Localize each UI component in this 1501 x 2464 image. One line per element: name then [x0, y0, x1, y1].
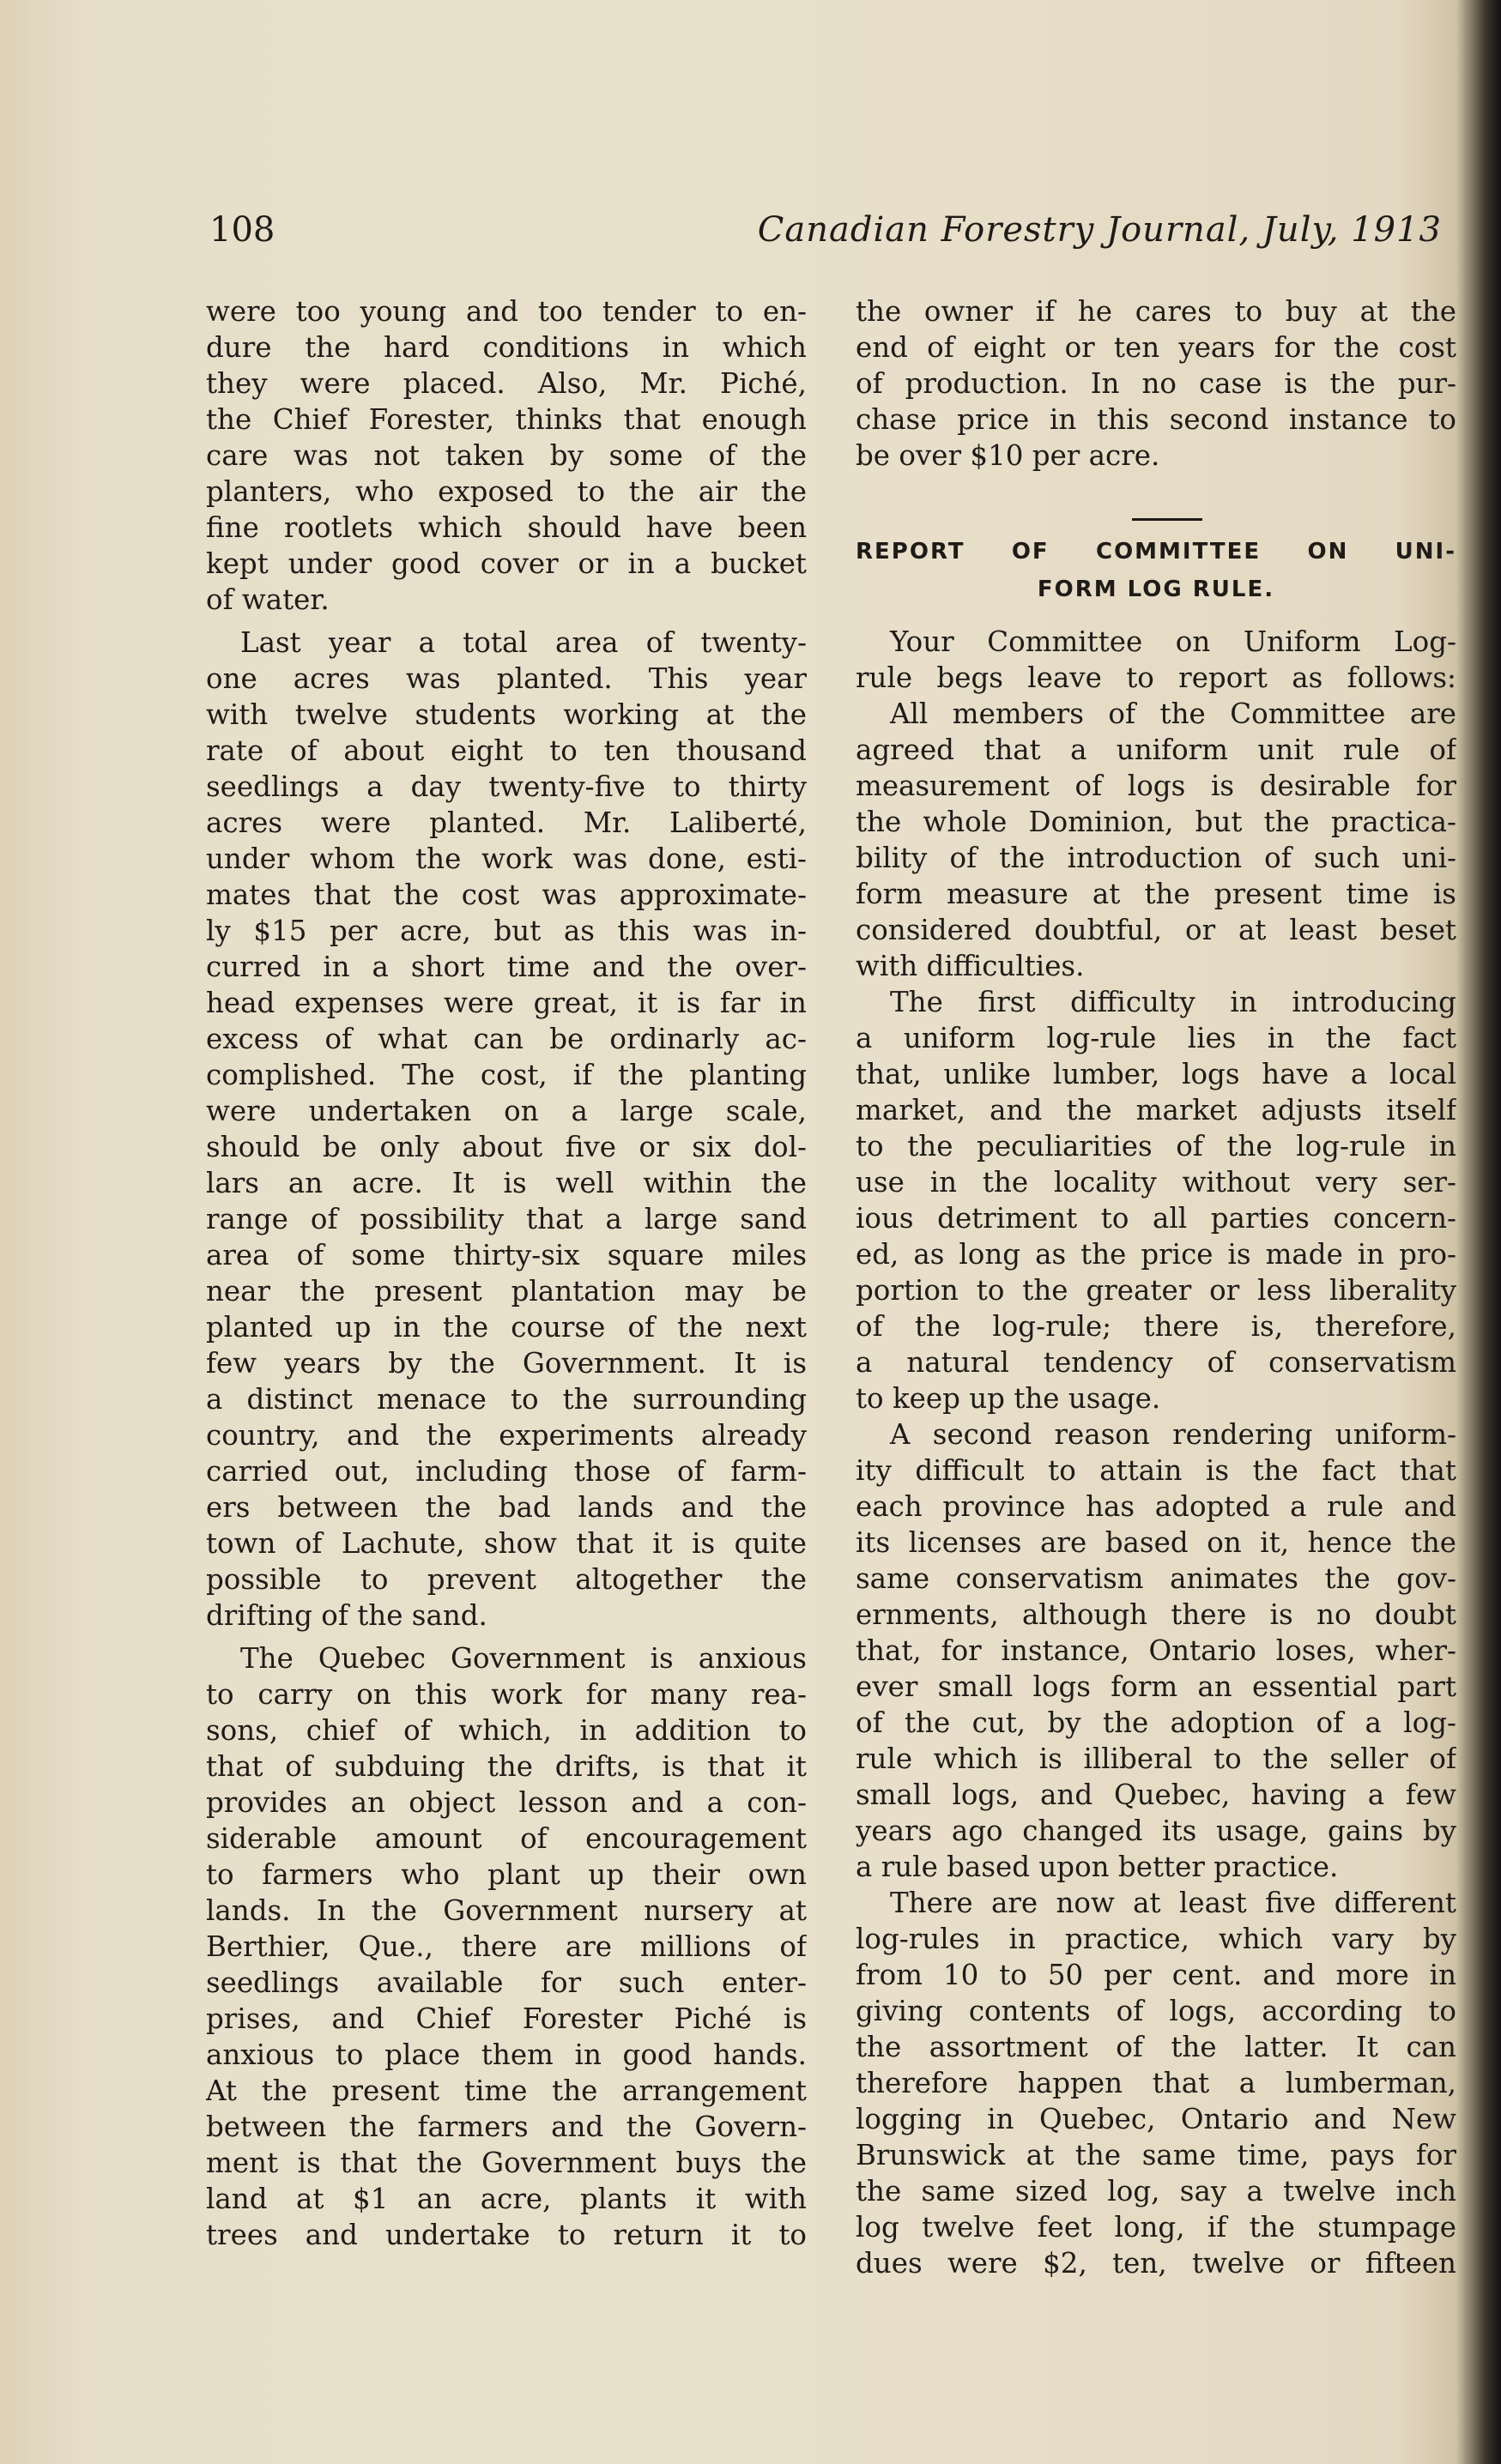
text-line: country, and the experiments already: [206, 1419, 807, 1452]
text-line: the assortment of the latter. It can: [856, 2031, 1456, 2063]
text-line: ious detriment to all parties concern-: [856, 1202, 1456, 1235]
paragraph: [856, 1885, 1456, 2281]
text-line: few years by the Government. It is: [206, 1347, 807, 1380]
text-line: ernments, although there is no doubt: [856, 1598, 1456, 1631]
text-line: the same sized log, say a twelve inch: [856, 2175, 1456, 2207]
text-line: should be only about five or six dol-: [206, 1131, 807, 1163]
text-line: Brunswick at the same time, pays for: [856, 2139, 1456, 2171]
text-line: one acres was planted. This year: [206, 662, 807, 695]
text-line: agreed that a uniform unit rule of: [856, 734, 1456, 766]
text-line: seedlings available for such enter-: [206, 1966, 807, 1999]
text-line: were undertaken on a large scale,: [206, 1095, 807, 1127]
paragraph: [856, 624, 1456, 696]
text-line: ers between the bad lands and the: [206, 1491, 807, 1524]
text-line: ever small logs form an essential part: [856, 1670, 1456, 1703]
text-line: were too young and too tender to en-: [206, 295, 807, 328]
text-line: planters, who exposed to the air the: [206, 475, 807, 508]
text-line: of water.: [206, 583, 330, 616]
text-line: log twelve feet long, if the stumpage: [856, 2211, 1456, 2244]
text-line: lands. In the Government nursery at: [206, 1894, 807, 1927]
text-line: to farmers who plant up their own: [206, 1858, 807, 1891]
text-line: small logs, and Quebec, having a few: [856, 1779, 1456, 1811]
text-line: to the peculiarities of the log-rule in: [856, 1130, 1456, 1163]
text-line: a rule based upon better practice.: [856, 1851, 1339, 1883]
paragraph: [856, 696, 1456, 984]
text-line: The first difficulty in introducing: [890, 986, 1456, 1018]
text-line: the owner if he cares to buy at the: [856, 295, 1456, 328]
text-line: considered doubtful, or at least beset: [856, 914, 1456, 946]
text-line: a natural tendency of conservatism: [856, 1346, 1456, 1379]
text-line: end of eight or ten years for the cost: [856, 331, 1456, 364]
section-divider: [1132, 518, 1202, 521]
text-line: form measure at the present time is: [856, 878, 1456, 910]
text-line: head expenses were great, it is far in: [206, 987, 807, 1019]
text-line: acres were planted. Mr. Laliberté,: [206, 806, 807, 839]
section-heading: [856, 533, 1456, 608]
text-line: be over $10 per acre.: [856, 439, 1160, 472]
text-line: kept under good cover or in a bucket: [206, 547, 807, 580]
paragraph: [856, 293, 1456, 474]
text-line: ed, as long as the price is made in pro-: [856, 1238, 1456, 1271]
text-line: Your Committee on Uniform Log-: [890, 625, 1456, 658]
text-line: A second reason rendering uniform-: [890, 1418, 1456, 1451]
page-header: [206, 210, 1442, 262]
text-line: the Chief Forester, thinks that enough: [206, 403, 807, 436]
text-line: from 10 to 50 per cent. and more in: [856, 1959, 1456, 1991]
running-title: Canadian Forestry Journal, July, 1913: [757, 210, 1442, 250]
text-line: log-rules in practice, which vary by: [856, 1923, 1456, 1955]
text-line: ly $15 per acre, but as this was in-: [206, 915, 807, 947]
paragraph: [206, 625, 807, 1634]
text-line: under whom the work was done, esti-: [206, 842, 807, 875]
text-line: use in the locality without very ser-: [856, 1166, 1456, 1199]
paragraph: [206, 1640, 807, 2253]
text-line: each province has adopted a rule and: [856, 1490, 1456, 1523]
text-line: rate of about eight to ten thousand: [206, 734, 807, 767]
text-line: town of Lachute, show that it is quite: [206, 1527, 807, 1560]
text-line: rule begs leave to report as follows:: [856, 661, 1456, 694]
text-line: lars an acre. It is well within the: [206, 1167, 807, 1199]
text-line: Berthier, Que., there are millions of: [206, 1930, 807, 1963]
text-line: curred in a short time and the over-: [206, 951, 807, 983]
text-line: sons, chief of which, in addition to: [206, 1714, 807, 1747]
text-line: ment is that the Government buys the: [206, 2147, 807, 2179]
text-line: prises, and Chief Forester Piché is: [206, 2002, 807, 2035]
text-line: fine rootlets which should have been: [206, 511, 807, 544]
text-line: the whole Dominion, but the practica-: [856, 806, 1456, 838]
text-line: care was not taken by some of the: [206, 439, 807, 472]
text-line: bility of the introduction of such uni-: [856, 842, 1456, 874]
text-line: All members of the Committee are: [890, 698, 1456, 730]
text-line: that, for instance, Ontario loses, wher-: [856, 1634, 1456, 1667]
text-line: Last year a total area of twenty-: [240, 626, 807, 659]
text-line: ity difficult to attain is the fact that: [856, 1454, 1456, 1487]
heading-line: FORM LOG RULE.: [1037, 577, 1275, 602]
text-line: planted up in the course of the next: [206, 1311, 807, 1344]
text-line: to carry on this work for many rea-: [206, 1678, 807, 1711]
text-line: portion to the greater or less liberality: [856, 1274, 1456, 1307]
text-line: At the present time the arrangement: [206, 2074, 807, 2107]
right-column: [856, 293, 1456, 2281]
text-line: that of subduing the drifts, is that it: [206, 1750, 807, 1783]
text-line: range of possibility that a large sand: [206, 1203, 807, 1235]
text-line: of production. In no case is the pur-: [856, 367, 1456, 400]
page-number: 108: [209, 210, 275, 250]
text-line: a distinct menace to the surrounding: [206, 1383, 807, 1416]
text-line: its licenses are based on it, hence the: [856, 1526, 1456, 1559]
text-line: drifting of the sand.: [206, 1599, 487, 1632]
text-line: dure the hard conditions in which: [206, 331, 807, 364]
paragraph: [856, 1416, 1456, 1885]
left-column: [206, 293, 807, 2253]
text-line: years ago changed its usage, gains by: [856, 1815, 1456, 1847]
text-line: excess of what can be ordinarly ac-: [206, 1023, 807, 1055]
text-line: trees and undertake to return it to: [206, 2219, 807, 2251]
text-line: same conservatism animates the gov-: [856, 1562, 1456, 1595]
text-line: dues were $2, ten, twelve or fifteen: [856, 2247, 1456, 2280]
text-line: carried out, including those of farm-: [206, 1455, 807, 1488]
text-line: seedlings a day twenty-five to thirty: [206, 770, 807, 803]
text-line: near the present plantation may be: [206, 1275, 807, 1307]
text-line: mates that the cost was approximate-: [206, 879, 807, 911]
text-line: that, unlike lumber, logs have a local: [856, 1058, 1456, 1090]
text-line: logging in Quebec, Ontario and New: [856, 2103, 1456, 2135]
text-line: with twelve students working at the: [206, 698, 807, 731]
text-line: complished. The cost, if the planting: [206, 1059, 807, 1091]
text-line: anxious to place them in good hands.: [206, 2038, 807, 2071]
text-line: therefore happen that a lumberman,: [856, 2067, 1456, 2099]
text-line: provides an object lesson and a con-: [206, 1786, 807, 1819]
text-line: of the cut, by the adoption of a log-: [856, 1706, 1456, 1739]
paragraph: [206, 293, 807, 618]
text-line: measurement of logs is desirable for: [856, 770, 1456, 802]
paragraph: [856, 984, 1456, 1416]
text-line: possible to prevent altogether the: [206, 1563, 807, 1596]
text-line: of the log-rule; there is, therefore,: [856, 1310, 1456, 1343]
heading-line: REPORT OF COMMITTEE ON UNI-: [856, 539, 1456, 565]
text-line: with difficulties.: [856, 950, 1085, 982]
text-line: chase price in this second instance to: [856, 403, 1456, 436]
text-line: rule which is illiberal to the seller of: [856, 1742, 1456, 1775]
text-line: siderable amount of encouragement: [206, 1822, 807, 1855]
text-line: to keep up the usage.: [856, 1382, 1161, 1415]
text-line: a uniform log-rule lies in the fact: [856, 1022, 1456, 1054]
text-line: area of some thirty-six square miles: [206, 1239, 807, 1271]
text-line: The Quebec Government is anxious: [240, 1642, 807, 1675]
text-line: they were placed. Also, Mr. Piché,: [206, 367, 807, 400]
text-line: land at $1 an acre, plants it with: [206, 2183, 807, 2215]
text-line: between the farmers and the Govern-: [206, 2111, 807, 2143]
text-line: There are now at least five different: [890, 1887, 1456, 1919]
text-line: market, and the market adjusts itself: [856, 1094, 1456, 1126]
text-line: giving contents of logs, according to: [856, 1995, 1456, 2027]
